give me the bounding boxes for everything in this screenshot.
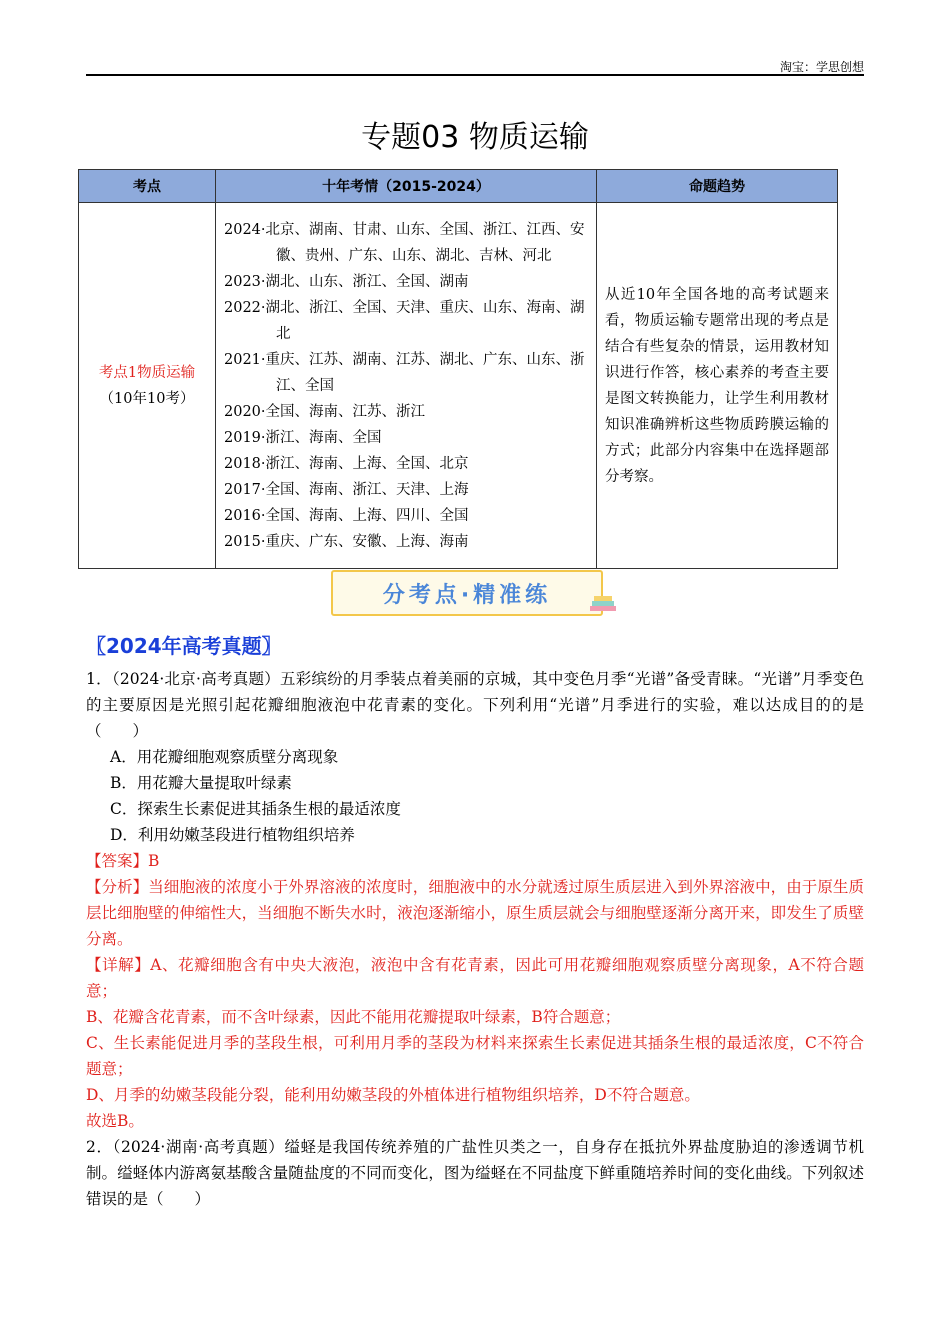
option-b: B．用花瓣大量提取叶绿素 bbox=[110, 774, 292, 792]
detail-line: C、生长素能促进月季的茎段生根，可利用月季的茎段为材料来探索生长素促进其插条生根的最适浓度，C不符合题意； bbox=[86, 1034, 864, 1078]
detail-line: D、月季的幼嫩茎段能分裂，能利用幼嫩茎段的外植体进行植物组织培养，D不符合题意。 bbox=[86, 1086, 700, 1104]
question-1-stem: 1．（2024·北京·高考真题）五彩缤纷的月季装点着美丽的京城，其中变色月季“光谱”备受青睐。“光谱”月季变色的主要原因是光照引起花瓣细胞液泡中花青素的变化。下列利用“光谱”月季进行的实验，难以达成目的的是（ ） bbox=[86, 670, 864, 740]
answer: 【答案】B bbox=[86, 852, 160, 870]
books-icon bbox=[588, 592, 618, 614]
kaodian-count: （10年10考） bbox=[99, 390, 195, 407]
year-line: 2018·浙江、海南、上海、全国、北京 bbox=[224, 455, 469, 472]
header-text: 淘宝：学思创想 bbox=[779, 60, 864, 74]
content-area bbox=[86, 628, 864, 1212]
years-cell bbox=[216, 203, 597, 569]
detail-line: 【详解】A、花瓣细胞含有中央大液泡，液泡中含有花青素，因此可用花瓣细胞观察质壁分离现象，A不符合题意； bbox=[86, 956, 864, 1000]
banner-text: 分考点·精准练 bbox=[382, 583, 552, 608]
detail-line: 故选B。 bbox=[86, 1112, 144, 1130]
section-title: 〖2024年高考真题〗 bbox=[86, 634, 282, 658]
col-header-years: 十年考情（2015-2024） bbox=[216, 170, 597, 203]
section-banner bbox=[331, 570, 603, 616]
year-line: 2020·全国、海南、江苏、浙江 bbox=[224, 403, 426, 420]
summary-table bbox=[78, 169, 838, 569]
year-line: 2022·湖北、浙江、全国、天津、重庆、山东、海南、湖北 bbox=[224, 299, 585, 342]
kaodian-name: 考点1物质运输 bbox=[98, 364, 196, 381]
year-line: 2023·湖北、山东、浙江、全国、湖南 bbox=[224, 273, 469, 290]
col-header-trend: 命题趋势 bbox=[597, 170, 838, 203]
option-a: A．用花瓣细胞观察质壁分离现象 bbox=[110, 748, 339, 766]
analysis: 【分析】当细胞液的浓度小于外界溶液的浓度时，细胞液中的水分就透过原生质层进入到外界溶液中，由于原生质层比细胞壁的伸缩性大，当细胞不断失水时，液泡逐渐缩小，原生质层就会与细胞壁逐渐分离开来，即发生了质壁分离。 bbox=[86, 878, 864, 948]
page-title: 专题03 物质运输 bbox=[361, 120, 589, 155]
option-d: D．利用幼嫩茎段进行植物组织培养 bbox=[110, 826, 355, 844]
kaodian-cell bbox=[79, 203, 216, 569]
detail-line: B、花瓣含花青素，而不含叶绿素，因此不能用花瓣提取叶绿素，B符合题意； bbox=[86, 1008, 621, 1026]
year-line: 2015·重庆、广东、安徽、上海、海南 bbox=[224, 533, 469, 550]
year-line: 2017·全国、海南、浙江、天津、上海 bbox=[224, 481, 469, 498]
header-rule bbox=[86, 74, 864, 76]
col-header-kaodian: 考点 bbox=[79, 170, 216, 203]
year-line: 2021·重庆、江苏、湖南、江苏、湖北、广东、山东、浙江、全国 bbox=[224, 351, 585, 394]
year-line: 2019·浙江、海南、全国 bbox=[224, 429, 382, 446]
trend-cell: 从近10年全国各地的高考试题来看，物质运输专题常出现的考点是结合有些复杂的情景，运用教材知识进行作答，核心素养的考查主要是图文转换能力，让学生利用教材知识准确辨析这些物质跨膜运输的方式；此部分内容集中在选择题部分考察。 bbox=[597, 203, 838, 569]
year-line: 2016·全国、海南、上海、四川、全国 bbox=[224, 507, 469, 524]
year-line: 2024·北京、湖南、甘肃、山东、全国、浙江、江西、安徽、贵州、广东、山东、湖北、吉林、河北 bbox=[224, 221, 585, 264]
question-2-stem: 2．（2024·湖南·高考真题）缢蛏是我国传统养殖的广盐性贝类之一，自身存在抵抗外界盐度胁迫的渗透调节机制。缢蛏体内游离氨基酸含量随盐度的不同而变化，图为缢蛏在不同盐度下鲜重随培养时间的变化曲线。下列叙述错误的是（ ） bbox=[86, 1138, 864, 1208]
option-c: C．探索生长素促进其插条生根的最适浓度 bbox=[110, 800, 401, 818]
